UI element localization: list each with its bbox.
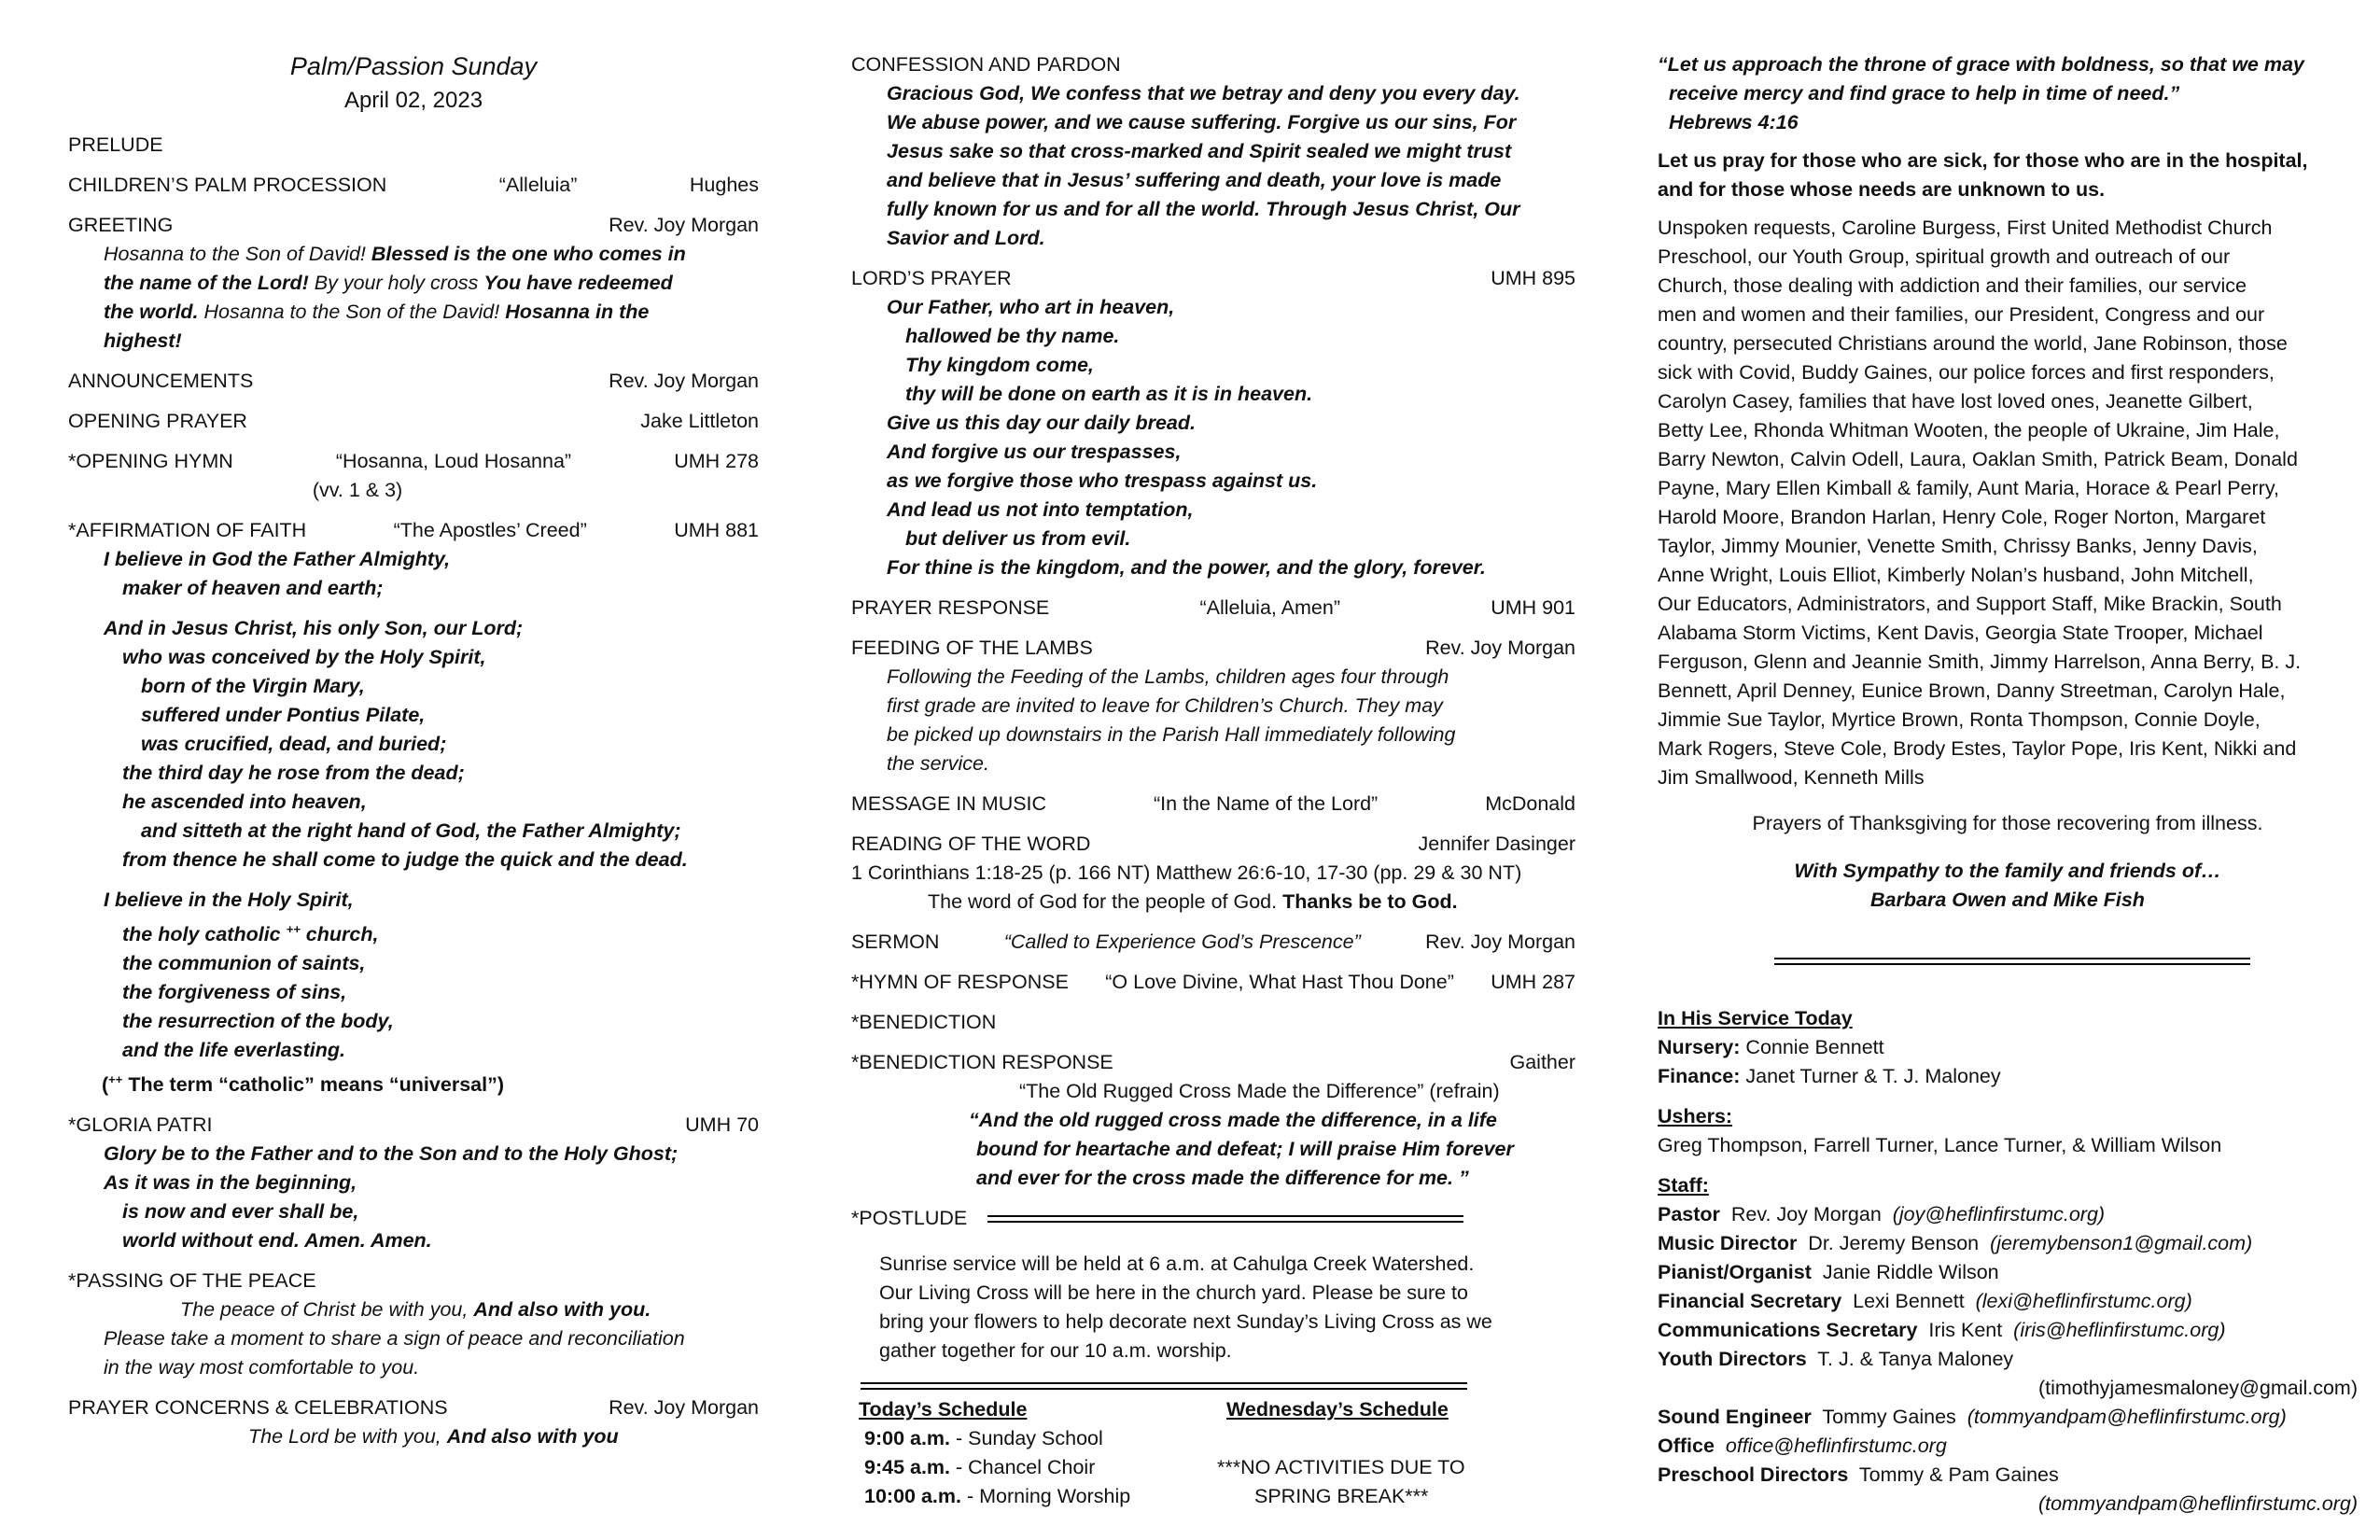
item-label: CHILDREN’S PALM PROCESSION bbox=[68, 174, 387, 196]
item-label: PRAYER CONCERNS & CELEBRATIONS bbox=[68, 1396, 448, 1420]
item-label: *BENEDICTION RESPONSE bbox=[851, 1051, 1113, 1073]
opening-prayer bbox=[68, 407, 759, 436]
item-title: “The Apostles’ Creed” bbox=[393, 519, 587, 541]
benediction-refrain: “And the old rugged cross made the difference, in a life bound for heartache and defeat; I will praise Him forever and ever for the cross made the difference for me. ” bbox=[969, 1109, 1514, 1189]
order-of-worship-column-1 bbox=[68, 49, 759, 1451]
prayer-response bbox=[851, 594, 1575, 623]
item-title: “In the Name of the Lord” bbox=[1154, 792, 1379, 815]
postlude-row bbox=[851, 1204, 1575, 1233]
confession-label: CONFESSION AND PARDON bbox=[851, 53, 1121, 76]
greeting bbox=[68, 211, 759, 240]
item-label: GREETING bbox=[68, 214, 174, 236]
staff-row: Financial Secretary Lexi Bennett (lexi@heflinfirstumc.org) bbox=[1658, 1290, 2192, 1312]
item-right: Hughes bbox=[689, 174, 759, 196]
feeding-text: Following the Feeding of the Lambs, children ages four through first grade are invited to leave for Children’s Church. They may be picked up downstairs in the Parish Hall immediately following the service. bbox=[887, 665, 1456, 775]
affirmation-of-faith bbox=[68, 516, 759, 545]
staff-row: Pastor Rev. Joy Morgan (joy@heflinfirstumc.org) bbox=[1658, 1203, 2106, 1225]
sympathy: With Sympathy to the family and friends of… Barbara Owen and Mike Fish bbox=[1794, 860, 2221, 911]
opening-hymn bbox=[68, 447, 759, 476]
message-in-music bbox=[851, 790, 1575, 819]
staff-row: Office office@heflinfirstumc.org bbox=[1658, 1435, 1947, 1457]
item-right: UMH 287 bbox=[1491, 971, 1575, 993]
schedules bbox=[851, 1395, 1575, 1511]
peace-text: The peace of Christ be with you, And also with you. Please take a moment to share a sign of peace and reconciliation in the way most comfortable to you. bbox=[104, 1298, 685, 1379]
item-right: Jake Littleton bbox=[640, 410, 759, 432]
staff-row: Sound Engineer Tommy Gaines (tommyandpam@heflinfirstumc.org) bbox=[1658, 1406, 2287, 1428]
finance: Finance: Janet Turner & T. J. Maloney bbox=[1658, 1065, 2001, 1087]
scripture-refs: 1 Corinthians 1:18-25 (p. 166 NT) Matthew 26:6-10, 17-30 (pp. 29 & 30 NT) bbox=[851, 861, 1522, 884]
benediction: *BENEDICTION bbox=[851, 1011, 997, 1033]
item-title: “O Love Divine, What Hast Thou Done” bbox=[1105, 971, 1454, 993]
postlude: *POSTLUDE bbox=[851, 1207, 968, 1229]
announcements bbox=[68, 367, 759, 396]
divider bbox=[861, 1382, 1467, 1390]
youth-email: (timothyjamesmaloney@gmail.com) bbox=[2037, 1377, 2358, 1399]
staff-row: Pianist/Organist Janie Riddle Wilson bbox=[1658, 1261, 1999, 1283]
item-label: OPENING PRAYER bbox=[68, 410, 247, 432]
staff-row: Youth Directors T. J. & Tanya Maloney bbox=[1658, 1348, 2014, 1370]
item-right: Gaither bbox=[1509, 1051, 1575, 1073]
item-right: UMH 901 bbox=[1491, 596, 1575, 619]
item-right: UMH 895 bbox=[1491, 267, 1575, 289]
item-label: ANNOUNCEMENTS bbox=[68, 370, 254, 392]
sermon-title: “Called to Experience God’s Prescence” bbox=[1003, 931, 1361, 953]
item-label: MESSAGE IN MUSIC bbox=[851, 792, 1047, 815]
item-label: READING OF THE WORD bbox=[851, 833, 1091, 855]
lords-prayer bbox=[851, 264, 1575, 293]
thanksgiving-line: Prayers of Thanksgiving for those recovering from illness. bbox=[1752, 812, 2263, 834]
sunrise-announcement: Sunrise service will be held at 6 a.m. at Cahulga Creek Watershed. Our Living Cross will be here in the church yard. Please be sure to bring your flowers to help decorate next Sunday’s Living Cross as we gather together for our 10 a.m. worship. bbox=[879, 1253, 1492, 1362]
item-right: Rev. Joy Morgan bbox=[609, 1396, 759, 1420]
prayer-heading: Let us pray for those who are sick, for those who are in the hospital, and for those whose needs are unknown to us. bbox=[1658, 149, 2308, 201]
prayer-list: Unspoken requests, Caroline Burgess, First United Methodist Church Preschool, our Youth Group, spiritual growth and outreach of our Church, those dealing with addiction and their families, our service men and women and their families, our President, Congress and our country, persecuted Christians around the world, Jane Robinson, those sick with Covid, Buddy Gaines, our police forces and first responders, Carolyn Casey, families that have lost loved ones, Jeanette Gilbert, Betty Lee, Rhonda Whitman Wooten, the people of Ukraine, Jim Hale, Barry Newton, Calvin Odell, Laura, Oaklan Smith, Patrick Beam, Donald Payne, Mary Ellen Kimball & family, Aunt Maria, Horace & Pearl Perry, Harold Moore, Brandon Harlan, Henry Cole, Roger Norton, Margaret Taylor, Jimmy Mounier, Venette Smith, Chrissy Banks, Jenny Davis, Anne Wright, Louis Elliot, Kimberly Nolan’s husband, John Mitchell, Our Educators, Administrators, and Support Staff, Mike Brackin, South Alabama Storm Victims, Kent Davis, Georgia State Trooper, Michael Ferguson, Glenn and Jeannie Smith, Jimmy Harrelson, Anna Berry, B. J. Bennett, April Denney, Eunice Brown, Danny Streetman, Carolyn Hale, Jimmie Sue Taylor, Myrtice Brown, Ronta Thompson, Connie Doyle, Mark Rogers, Steve Cole, Brody Estes, Taylor Pope, Iris Kent, Nikki and Jim Smallwood, Kenneth Mills bbox=[1658, 217, 2302, 789]
item-label: SERMON bbox=[851, 931, 940, 953]
lords-prayer-text: Our Father, who art in heaven, hallowed be thy name. Thy kingdom come, thy will be done on earth as it is in heaven. Give us this day our daily bread. And forgive us our trespasses, as we forgive those who trespass against us. And lead us not into temptation, but deliver us from evil. For thine is the kingdom, and the power, and the glory, forever. bbox=[887, 296, 1486, 579]
palm-procession bbox=[68, 171, 759, 200]
staff-list bbox=[1658, 1200, 2358, 1519]
greeting-text: Hosanna to the Son of David! Blessed is the one who comes in the name of the Lord! By your holy cross You have redeemed the world. Hosanna to the Son of the David! Hosanna in the highest! bbox=[104, 243, 686, 352]
confession-text: Gracious God, We confess that we betray and deny you every day. We abuse power, and we cause suffering. Forgive us our sins, For Jesus sake so that cross-marked and Spirit sealed we might trust and believe that in Jesus’ suffering and death, your love is made fully known for us and for all the world. Through Jesus Christ, Our Savior and Lord. bbox=[887, 82, 1520, 249]
item-title: “Hosanna, Loud Hosanna” bbox=[335, 450, 572, 472]
prayers-and-staff-column bbox=[1658, 50, 2358, 1519]
todays-schedule: Today’s Schedule 9:00 a.m. - Sunday School 9:45 a.m. - Chancel Choir 10:00 a.m. - Morning Worship bbox=[859, 1398, 1131, 1507]
ushers-heading: Ushers: bbox=[1658, 1105, 1733, 1127]
item-right: UMH 278 bbox=[674, 450, 759, 472]
ushers-list: Greg Thompson, Farrell Turner, Lance Turner, & William Wilson bbox=[1658, 1134, 2222, 1156]
item-label: *GLORIA PATRI bbox=[68, 1113, 213, 1137]
staff-row: Preschool Directors Tommy & Pam Gaines bbox=[1658, 1463, 2059, 1486]
bulletin-title: Palm/Passion Sunday bbox=[289, 52, 538, 80]
item-right: McDonald bbox=[1485, 792, 1575, 815]
item-right: Rev. Joy Morgan bbox=[1425, 931, 1575, 953]
hymn-of-response bbox=[851, 968, 1575, 997]
benediction-response bbox=[851, 1048, 1575, 1077]
divider bbox=[1774, 958, 2250, 965]
item-right: Rev. Joy Morgan bbox=[609, 370, 759, 392]
item-label: FEEDING OF THE LAMBS bbox=[851, 637, 1093, 659]
reading-response: The word of God for the people of God. Thanks be to God. bbox=[928, 890, 1458, 913]
apostles-creed: I believe in God the Father Almighty, maker of heaven and earth; And in Jesus Christ, his only Son, our Lord; who was conceived by the Holy Spirit, born of the Virgin Mary, suffered under Pontius Pilate, was crucified, dead, and buried; the third day he rose from the dead; he ascended into heaven, and sitteth at the right hand of God, the Father Almighty; from thence he shall come to judge the quick and the dead. I believe in the Holy Spirit, the holy catholic ++ church, the communion of saints, the forgiveness of sins, the resurrection of the body, and the life everlasting. bbox=[104, 548, 688, 1062]
item-right: UMH 881 bbox=[674, 519, 759, 541]
item-right: Jennifer Dasinger bbox=[1418, 833, 1575, 855]
prelude: PRELUDE bbox=[68, 133, 163, 156]
sermon bbox=[851, 928, 1575, 957]
item-label: *OPENING HYMN bbox=[68, 450, 233, 472]
item-title: “Alleluia” bbox=[498, 174, 578, 196]
item-label: LORD’S PRAYER bbox=[851, 267, 1012, 289]
preschool-email: (tommyandpam@heflinfirstumc.org) bbox=[2037, 1492, 2358, 1515]
passing-of-peace: *PASSING OF THE PEACE bbox=[68, 1269, 316, 1293]
item-right: Rev. Joy Morgan bbox=[609, 214, 759, 236]
benediction-song-title: “The Old Rugged Cross Made the Difference” (refrain) bbox=[1019, 1080, 1500, 1102]
gloria-patri bbox=[68, 1111, 759, 1140]
feeding-of-lambs bbox=[851, 634, 1575, 663]
staff-row: Communications Secretary Iris Kent (iris@heflinfirstumc.org) bbox=[1658, 1319, 2226, 1341]
staff-row: Music Director Dr. Jeremy Benson (jeremybenson1@gmail.com) bbox=[1658, 1232, 2253, 1254]
divider bbox=[987, 1215, 1463, 1223]
opening-hymn-verses: (vv. 1 & 3) bbox=[312, 479, 403, 501]
nursery: Nursery: Connie Bennett bbox=[1658, 1036, 1884, 1058]
wednesday-schedule: Wednesday’s Schedule ***NO ACTIVITIES DUE TO SPRING BREAK*** bbox=[1217, 1398, 1465, 1507]
item-right: UMH 70 bbox=[685, 1113, 759, 1137]
reading-of-word bbox=[851, 830, 1575, 859]
item-title: “Alleluia, Amen” bbox=[1199, 596, 1341, 619]
item-right: Rev. Joy Morgan bbox=[1425, 637, 1575, 659]
scripture-verse: “Let us approach the throne of grace with boldness, so that we may receive mercy and find grace to help in time of need.” Hebrews 4:16 bbox=[1658, 53, 2304, 133]
item-label: PRAYER RESPONSE bbox=[851, 596, 1050, 619]
catholic-footnote: (++ The term “catholic” means “universal”) bbox=[102, 1072, 504, 1097]
order-of-worship-column-2 bbox=[851, 50, 1575, 1511]
item-label: *HYMN OF RESPONSE bbox=[851, 971, 1069, 993]
bulletin-date: April 02, 2023 bbox=[343, 88, 483, 113]
item-label: *AFFIRMATION OF FAITH bbox=[68, 519, 307, 541]
gloria-text: Glory be to the Father and to the Son and to the Holy Ghost; As it was in the beginning, is now and ever shall be, world without end. Amen. Amen. bbox=[104, 1142, 679, 1253]
prayer-concerns bbox=[68, 1393, 759, 1422]
staff-heading: Staff: bbox=[1658, 1174, 1709, 1197]
concerns-response: The Lord be with you, And also with you bbox=[248, 1425, 619, 1449]
service-heading: In His Service Today bbox=[1658, 1007, 1853, 1029]
